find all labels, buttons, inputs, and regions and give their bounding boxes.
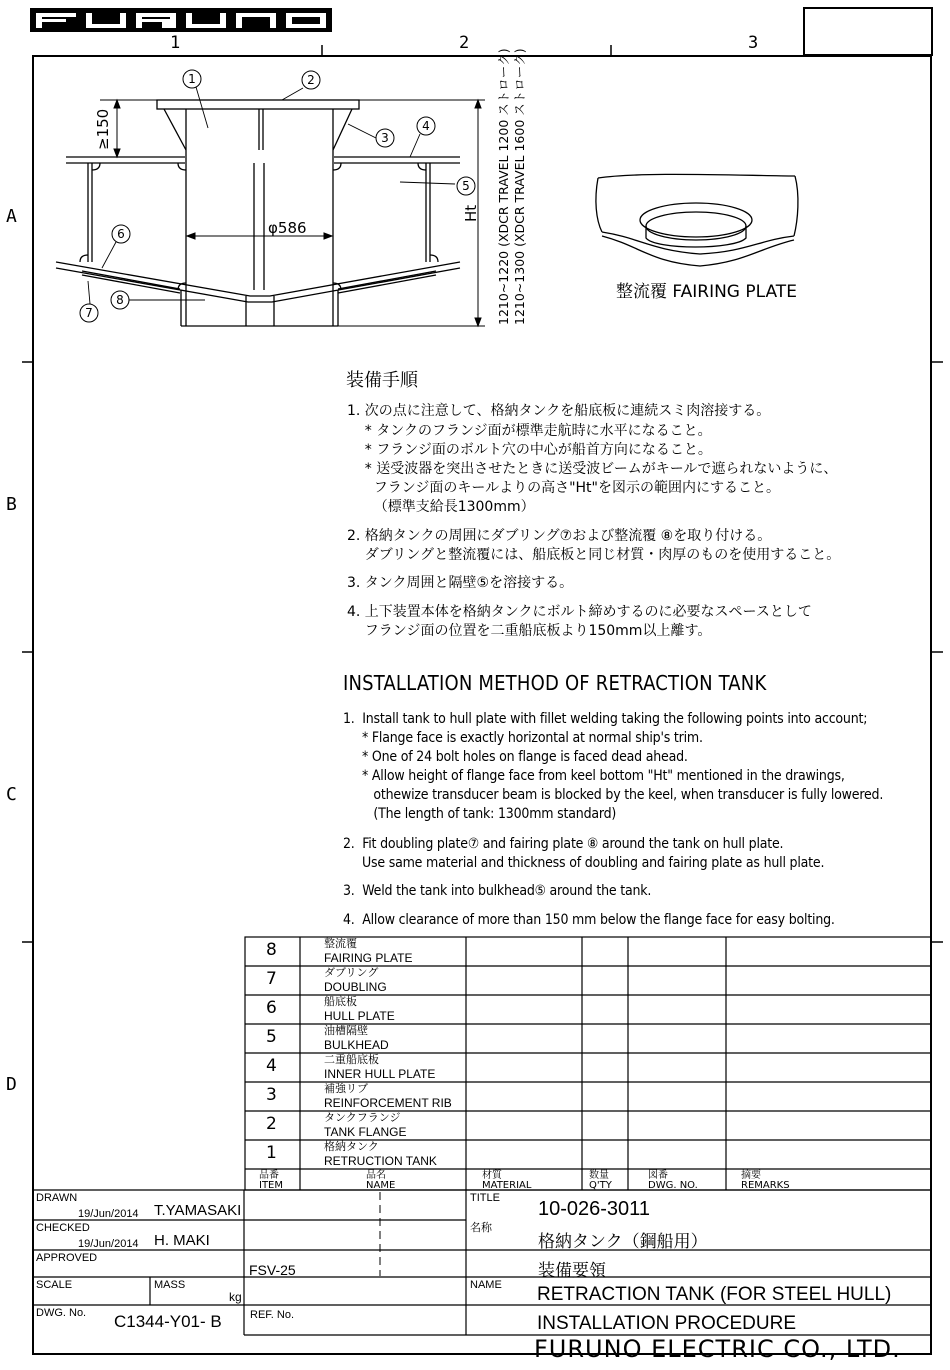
- model-name: FSV-25: [249, 1262, 296, 1278]
- ht-note-1: 1210~1220 (XDCR TRAVEL 1200 ストローク): [496, 48, 511, 325]
- checked-by: H. MAKI: [154, 1232, 210, 1249]
- column-label-2: 2: [459, 33, 470, 53]
- company-name: FURUNO ELECTRIC CO., LTD.: [534, 1335, 901, 1363]
- dim-diameter-label: φ586: [268, 219, 307, 237]
- name-jp-label: 名称: [470, 1221, 492, 1234]
- jp-line-7: 2. 格納タンクの周囲にダブリング⑦および整流覆 ⑧を取り付ける。: [347, 528, 772, 544]
- column-label-1: 1: [170, 33, 181, 53]
- part-en-2: TANK FLANGE: [324, 1125, 407, 1139]
- row-label-c: C: [6, 784, 17, 805]
- callout-2: 2: [307, 73, 315, 87]
- dim-150-label: ≥150: [94, 108, 112, 150]
- jp-line-5: フランジ面のキールよりの高さ"Ht"を図示の範囲内にすること。: [347, 480, 780, 496]
- en-line-7: 2. Fit doubling plate⑦ and fairing plate ⑧ around the tank on hull plate.: [343, 836, 784, 852]
- jp-line-1: 1. 次の点に注意して、格納タンクを船底板に連続スミ肉溶接する。: [347, 403, 771, 419]
- en-line-9: 3. Weld the tank into bulkhead⑤ around the tank.: [343, 883, 652, 899]
- row-label-a: A: [6, 206, 17, 227]
- callout-4: 4: [422, 119, 430, 133]
- part-no-1: 1: [266, 1143, 277, 1163]
- header-material-en: MATERIAL: [482, 1180, 532, 1191]
- name-label: NAME: [470, 1279, 502, 1291]
- name-en-2: INSTALLATION PROCEDURE: [537, 1313, 797, 1334]
- en-line-4: * Allow height of flange face from keel bottom "Ht" mentioned in the drawings,: [343, 768, 845, 784]
- row-label-b: B: [6, 494, 17, 515]
- part-jp-7: ダブリング: [324, 966, 379, 979]
- part-en-3: REINFORCEMENT RIB: [324, 1096, 452, 1110]
- dim-ht-label: Ht: [462, 204, 480, 222]
- en-line-5: othewize transducer beam is blocked by the keel, when transducer is fully lowered.: [343, 787, 884, 803]
- callout-3: 3: [381, 131, 389, 145]
- part-no-3: 3: [266, 1085, 277, 1105]
- title-value: 10-026-3011: [538, 1198, 650, 1220]
- callout-5: 5: [462, 179, 470, 193]
- en-line-8: Use same material and thickness of doubling and fairing plate as hull plate.: [343, 855, 825, 871]
- mass-label: MASS: [154, 1279, 186, 1291]
- en-line-10: 4. Allow clearance of more than 150 mm below the flange face for easy bolting.: [343, 912, 835, 928]
- part-jp-8: 整流覆: [324, 937, 357, 950]
- drawn-date: 19/Jun/2014: [78, 1208, 139, 1220]
- header-remarks-jp: 摘要: [741, 1170, 761, 1181]
- en-line-1: 1. Install tank to hull plate with fillet welding taking the following points into account;: [343, 711, 868, 727]
- header-dwg-en: DWG. NO.: [648, 1180, 698, 1191]
- header-dwg-jp: 図番: [648, 1170, 668, 1181]
- dwg-no-label: DWG. No.: [36, 1307, 87, 1319]
- part-en-8: FAIRING PLATE: [324, 951, 413, 965]
- header-item-en: ITEM: [259, 1180, 284, 1191]
- title-label: TITLE: [470, 1192, 500, 1204]
- jp-line-2: * タンクのフランジ面が標準走航時に水平になること。: [347, 423, 712, 439]
- header-material-jp: 材質: [482, 1170, 502, 1181]
- dwg-no: C1344-Y01- B: [114, 1312, 222, 1331]
- part-no-8: 8: [266, 940, 277, 960]
- part-no-5: 5: [266, 1027, 277, 1047]
- scale-label: SCALE: [36, 1279, 73, 1291]
- part-jp-2: タンクフランジ: [324, 1111, 401, 1124]
- en-procedure-title: INSTALLATION METHOD OF RETRACTION TANK: [343, 671, 767, 695]
- row-label-d: D: [6, 1074, 17, 1095]
- jp-line-10: 4. 上下装置本体を格納タンクにボルト締めするのに必要なスペースとして: [347, 604, 812, 620]
- jp-line-6: （標準支給長1300mm）: [347, 499, 535, 515]
- part-en-5: BULKHEAD: [324, 1038, 389, 1052]
- callout-8: 8: [116, 293, 124, 307]
- ref-no-label: REF. No.: [250, 1309, 295, 1321]
- jp-procedure-title: 装備手順: [346, 370, 418, 391]
- mass-unit: kg: [229, 1290, 242, 1304]
- part-en-6: HULL PLATE: [324, 1009, 395, 1023]
- jp-line-3: * フランジ面のボルト穴の中心が船首方向になること。: [347, 442, 712, 458]
- en-line-6: (The length of tank: 1300mm standard): [343, 806, 617, 822]
- callout-1: 1: [188, 72, 196, 86]
- name-jp-2: 装備要領: [538, 1261, 606, 1281]
- part-en-7: DOUBLING: [324, 980, 387, 994]
- name-en-1: RETRACTION TANK (FOR STEEL HULL): [537, 1284, 892, 1305]
- header-qty-en: Q'TY: [589, 1180, 612, 1191]
- part-jp-1: 格納タンク: [324, 1140, 379, 1153]
- drawn-by: T.YAMASAKI: [154, 1202, 242, 1219]
- part-jp-4: 二重船底板: [324, 1053, 379, 1066]
- part-no-4: 4: [266, 1056, 277, 1076]
- ht-note-2: 1210~1300 (XDCR TRAVEL 1600 ストローク): [512, 48, 527, 325]
- header-remarks-en: REMARKS: [741, 1180, 790, 1191]
- approved-label: APPROVED: [36, 1252, 98, 1264]
- checked-date: 19/Jun/2014: [78, 1238, 139, 1250]
- en-line-2: * Flange face is exactly horizontal at normal ship's trim.: [343, 730, 703, 746]
- part-en-4: INNER HULL PLATE: [324, 1067, 436, 1081]
- column-label-3: 3: [748, 33, 759, 53]
- part-no-2: 2: [266, 1114, 277, 1134]
- en-line-3: * One of 24 bolt holes on flange is faced dead ahead.: [343, 749, 688, 765]
- part-jp-5: 油槽隔壁: [324, 1024, 368, 1037]
- jp-line-8: ダブリングと整流覆には、船底板と同じ材質・肉厚のものを使用すること。: [347, 547, 841, 563]
- part-en-1: RETRUCTION TANK: [324, 1154, 437, 1168]
- header-name-en: NAME: [366, 1180, 396, 1191]
- header-name-jp: 品名: [366, 1170, 386, 1181]
- jp-line-4: * 送受波器を突出させたときに送受波ビームがキールで遮られないように、: [347, 461, 838, 477]
- part-no-6: 6: [266, 998, 277, 1018]
- part-no-7: 7: [266, 969, 277, 989]
- name-jp-1: 格納タンク（鋼船用）: [538, 1232, 708, 1252]
- jp-line-11: フランジ面の位置を二重船底板より150mm以上離す。: [347, 623, 712, 639]
- header-item-jp: 品番: [259, 1170, 279, 1181]
- checked-label: CHECKED: [36, 1222, 90, 1234]
- callout-6: 6: [117, 227, 125, 241]
- header-qty-jp: 数量: [589, 1170, 609, 1181]
- drawn-label: DRAWN: [36, 1192, 78, 1204]
- jp-line-9: 3. タンク周囲と隔壁⑤を溶接する。: [347, 575, 574, 591]
- fairing-plate-label: 整流覆 FAIRING PLATE: [616, 282, 797, 302]
- callout-7: 7: [85, 306, 93, 320]
- part-jp-3: 補強リブ: [324, 1082, 368, 1095]
- part-jp-6: 船底板: [324, 995, 357, 1008]
